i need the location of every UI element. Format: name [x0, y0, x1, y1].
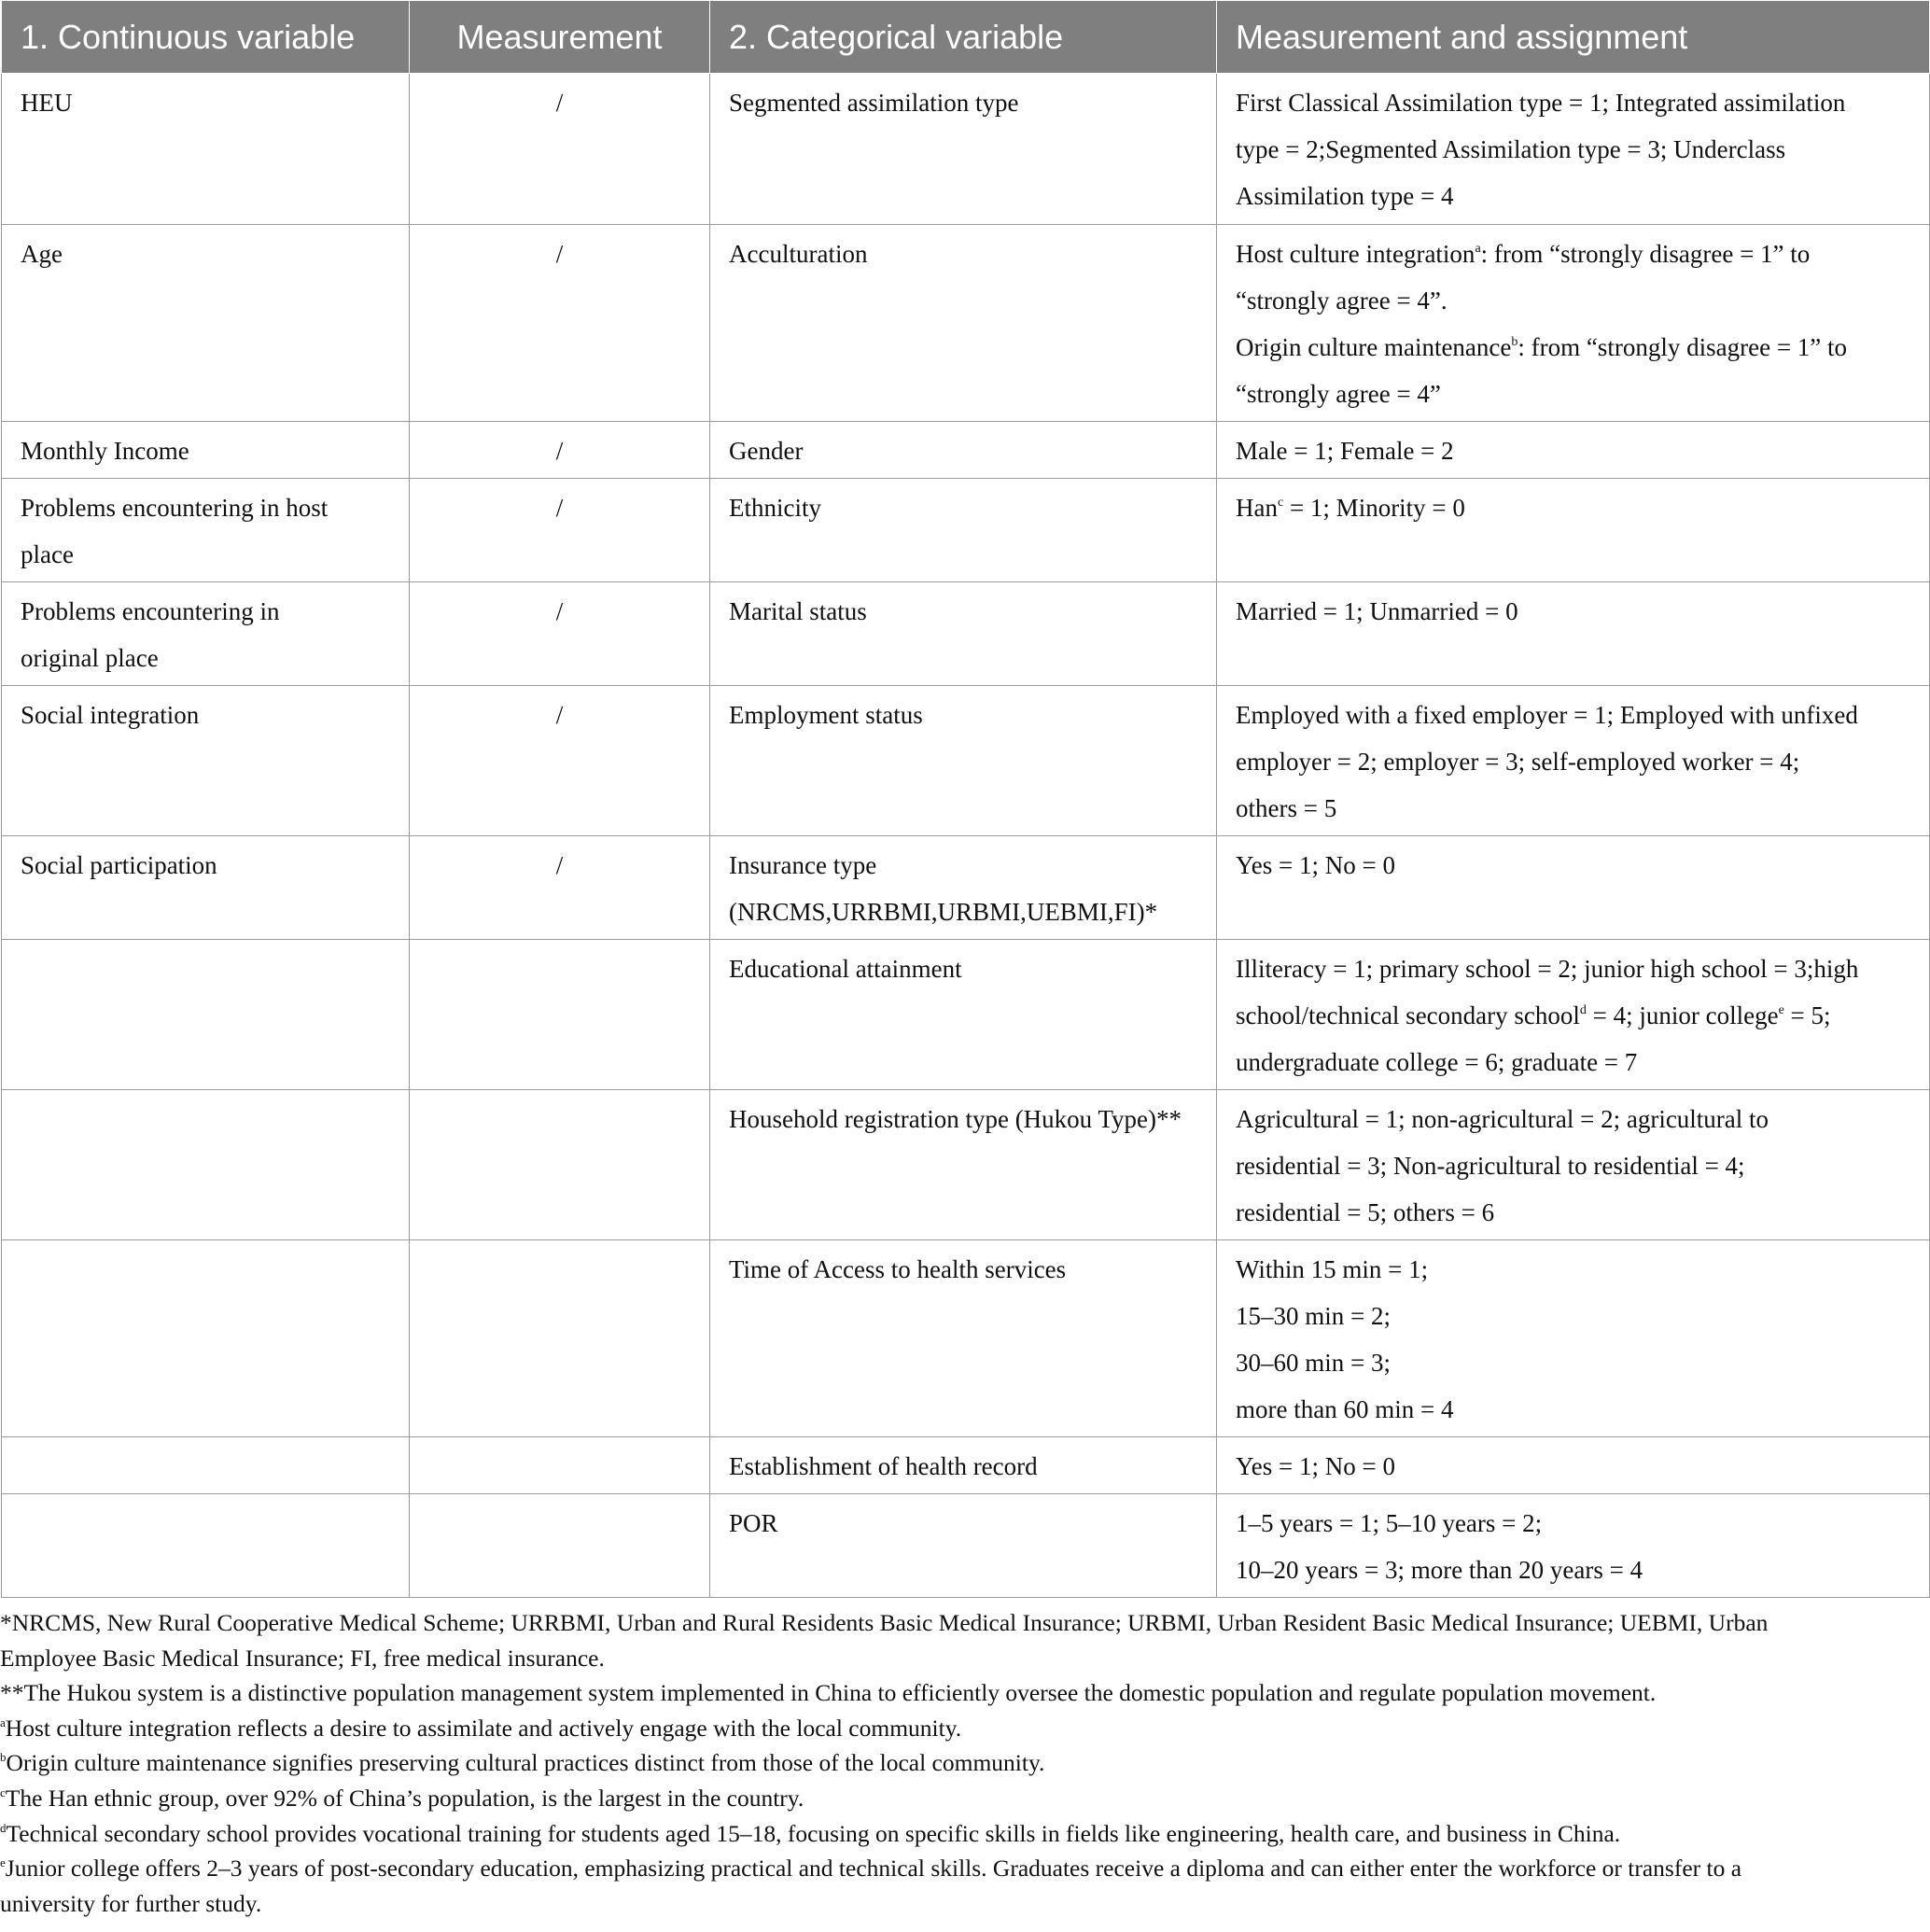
- footnote-marker: c: [1277, 496, 1284, 510]
- table-footnotes: [0, 1605, 1904, 1921]
- continuous-variable-cell: [2, 479, 410, 582]
- text-line: type = 2;Segmented Assimilation type = 3; Underclass: [1236, 135, 1786, 163]
- text-line: “strongly agree = 4”: [1236, 380, 1441, 408]
- table-row: [2, 1090, 1930, 1240]
- continuous-variable-cell: HEU: [2, 74, 410, 225]
- footnote-marker: a: [1475, 242, 1481, 256]
- table-row: [2, 74, 1930, 225]
- continuous-variable-cell: [2, 1494, 410, 1598]
- categorical-variable-cell: Educational attainment: [710, 940, 1217, 1090]
- categorical-variable-cell: POR: [710, 1494, 1217, 1598]
- header-measurement-assignment: Measurement and assignment: [1217, 1, 1930, 74]
- continuous-variable-cell: Social integration: [2, 686, 410, 836]
- measurement-cell: /: [410, 582, 710, 686]
- continuous-variable-cell: [2, 1240, 410, 1437]
- text-line: more than 60 min = 4: [1236, 1395, 1454, 1423]
- footnote-line: **The Hukou system is a distinctive population management system implemented in China to efficiently oversee the domestic population and regulate population movement.: [0, 1679, 1657, 1707]
- text-line: 1–5 years = 1; 5–10 years = 2;: [1236, 1509, 1543, 1537]
- footnote: [0, 1675, 1904, 1711]
- footnote-marker: d: [1579, 1003, 1587, 1017]
- header-categorical-variable: 2. Categorical variable: [710, 1, 1217, 74]
- assignment-cell: [1217, 940, 1930, 1090]
- measurement-cell: [410, 940, 710, 1090]
- measurement-cell: /: [410, 479, 710, 582]
- categorical-variable-cell: Ethnicity: [710, 479, 1217, 582]
- text-line: residential = 3; Non-agricultural to residential = 4;: [1236, 1152, 1745, 1180]
- footnote-line: $^d$Technical secondary school provides vocational training for students aged 15–18, focusing on specific skills in fields like engineering, health care, and business in China.: [0, 1819, 1621, 1847]
- footnote-marker: c: [0, 1785, 6, 1799]
- text-line: First Classical Assimilation type = 1; Integrated assimilation: [1236, 89, 1846, 117]
- footnote: [0, 1711, 1904, 1746]
- text-line: 10–20 years = 3; more than 20 years = 4: [1236, 1556, 1643, 1584]
- footnote: [0, 1816, 1904, 1852]
- text-line: Han$^c$ = 1; Minority = 0: [1236, 494, 1465, 522]
- table-row: [2, 836, 1930, 940]
- footnote-line: $^a$Host culture integration reflects a desire to assimilate and actively engage with the local community.: [0, 1714, 962, 1742]
- table-row: [2, 582, 1930, 686]
- text-line: (NRCMS,URRBMI,URBMI,UEBMI,FI)*: [729, 898, 1158, 926]
- assignment-cell: [1217, 1240, 1930, 1437]
- categorical-variable-cell: Employment status: [710, 686, 1217, 836]
- text-line: Yes = 1; No = 0: [1236, 851, 1395, 879]
- assignment-cell: [1217, 422, 1930, 479]
- text-line: Problems encountering in host: [21, 494, 329, 522]
- continuous-variable-cell: [2, 1437, 410, 1494]
- table-row: [2, 1240, 1930, 1437]
- footnote-line: *NRCMS, New Rural Cooperative Medical Scheme; URRBMI, Urban and Rural Residents Basic Medical Insurance; URBMI, Urban Resident Basic Medical Insurance; UEBMI, Urban: [0, 1609, 1769, 1636]
- categorical-variable-cell: Segmented assimilation type: [710, 74, 1217, 225]
- footnote: [0, 1745, 1904, 1781]
- footnote-marker: e: [0, 1855, 6, 1870]
- measurement-cell: [410, 1240, 710, 1437]
- text-line: “strongly agree = 4”.: [1236, 287, 1448, 315]
- text-line: Insurance type: [729, 851, 877, 879]
- text-line: Within 15 min = 1;: [1236, 1255, 1429, 1283]
- measurement-cell: /: [410, 686, 710, 836]
- text-line: Male = 1; Female = 2: [1236, 437, 1454, 465]
- footnote-marker: e: [1778, 1003, 1784, 1017]
- text-line: Yes = 1; No = 0: [1236, 1452, 1395, 1480]
- assignment-cell: [1217, 836, 1930, 940]
- footnote-line: $^c$The Han ethnic group, over 92% of China’s population, is the largest in the country.: [0, 1784, 804, 1812]
- measurement-cell: /: [410, 225, 710, 422]
- text-line: undergraduate college = 6; graduate = 7: [1236, 1048, 1638, 1076]
- text-line: Employed with a fixed employer = 1; Employed with unfixed: [1236, 701, 1858, 729]
- table-row: [2, 1494, 1930, 1598]
- categorical-variable-cell: Gender: [710, 422, 1217, 479]
- continuous-variable-cell: [2, 1090, 410, 1240]
- categorical-variable-cell: Time of Access to health services: [710, 1240, 1217, 1437]
- text-line: Origin culture maintenance$^b$: from “strongly disagree = 1” to: [1236, 333, 1848, 361]
- text-line: Host culture integration$^a$: from “strongly disagree = 1” to: [1236, 240, 1811, 268]
- table-row: [2, 422, 1930, 479]
- text-line: others = 5: [1236, 794, 1337, 822]
- footnote-line: university for further study.: [0, 1889, 262, 1917]
- assignment-cell: [1217, 1437, 1930, 1494]
- footnote-marker: b: [0, 1750, 7, 1765]
- continuous-variable-cell: Social participation: [2, 836, 410, 940]
- text-line: Married = 1; Unmarried = 0: [1236, 597, 1518, 625]
- measurement-cell: /: [410, 422, 710, 479]
- footnote: [0, 1851, 1904, 1921]
- text-line: Agricultural = 1; non-agricultural = 2; agricultural to: [1236, 1105, 1769, 1133]
- header-row: [2, 1, 1930, 74]
- table-row: [2, 686, 1930, 836]
- footnote-line: $^b$Origin culture maintenance signifies preserving cultural practices distinct from those of the local community.: [0, 1749, 1045, 1777]
- footnote: [0, 1781, 1904, 1816]
- text-line: 30–60 min = 3;: [1236, 1349, 1391, 1377]
- table-row: [2, 225, 1930, 422]
- footnote: [0, 1605, 1904, 1675]
- variables-table: [1, 0, 1930, 1598]
- continuous-variable-cell: [2, 940, 410, 1090]
- table-row: [2, 1437, 1930, 1494]
- header-measurement: Measurement: [410, 1, 710, 74]
- categorical-variable-cell: Household registration type (Hukou Type)**: [710, 1090, 1217, 1240]
- text-line: Assimilation type = 4: [1236, 182, 1454, 210]
- continuous-variable-cell: Age: [2, 225, 410, 422]
- text-line: 15–30 min = 2;: [1236, 1302, 1391, 1330]
- continuous-variable-cell: [2, 582, 410, 686]
- assignment-cell: [1217, 1090, 1930, 1240]
- footnote-line: Employee Basic Medical Insurance; FI, free medical insurance.: [0, 1644, 605, 1672]
- footnote-marker: b: [1511, 335, 1518, 349]
- assignment-cell: [1217, 225, 1930, 422]
- measurement-cell: [410, 1494, 710, 1598]
- text-line: Problems encountering in: [21, 597, 280, 625]
- categorical-variable-cell: Marital status: [710, 582, 1217, 686]
- categorical-variable-cell: [710, 836, 1217, 940]
- measurement-cell: /: [410, 74, 710, 225]
- assignment-cell: [1217, 74, 1930, 225]
- footnote-marker: a: [0, 1715, 6, 1729]
- footnote-line: $^e$Junior college offers 2–3 years of post-secondary education, emphasizing practical and technical skills. Graduates receive a diploma and can either enter the workforce or transfer to a: [0, 1855, 1742, 1883]
- categorical-variable-cell: Acculturation: [710, 225, 1217, 422]
- assignment-cell: [1217, 582, 1930, 686]
- text-line: original place: [21, 644, 159, 672]
- footnote-marker: d: [0, 1820, 7, 1835]
- measurement-cell: [410, 1090, 710, 1240]
- header-continuous-variable: 1. Continuous variable: [2, 1, 410, 74]
- assignment-cell: [1217, 1494, 1930, 1598]
- table-row: [2, 940, 1930, 1090]
- continuous-variable-cell: Monthly Income: [2, 422, 410, 479]
- text-line: school/technical secondary school$^d$ = 4; junior college$^e$ = 5;: [1236, 1001, 1831, 1029]
- text-line: employer = 2; employer = 3; self-employed worker = 4;: [1236, 748, 1800, 776]
- categorical-variable-cell: Establishment of health record: [710, 1437, 1217, 1494]
- table-row: [2, 479, 1930, 582]
- measurement-cell: [410, 1437, 710, 1494]
- assignment-cell: [1217, 479, 1930, 582]
- text-line: place: [21, 540, 74, 568]
- measurement-cell: /: [410, 836, 710, 940]
- text-line: Illiteracy = 1; primary school = 2; junior high school = 3;high: [1236, 955, 1859, 983]
- text-line: residential = 5; others = 6: [1236, 1198, 1495, 1226]
- assignment-cell: [1217, 686, 1930, 836]
